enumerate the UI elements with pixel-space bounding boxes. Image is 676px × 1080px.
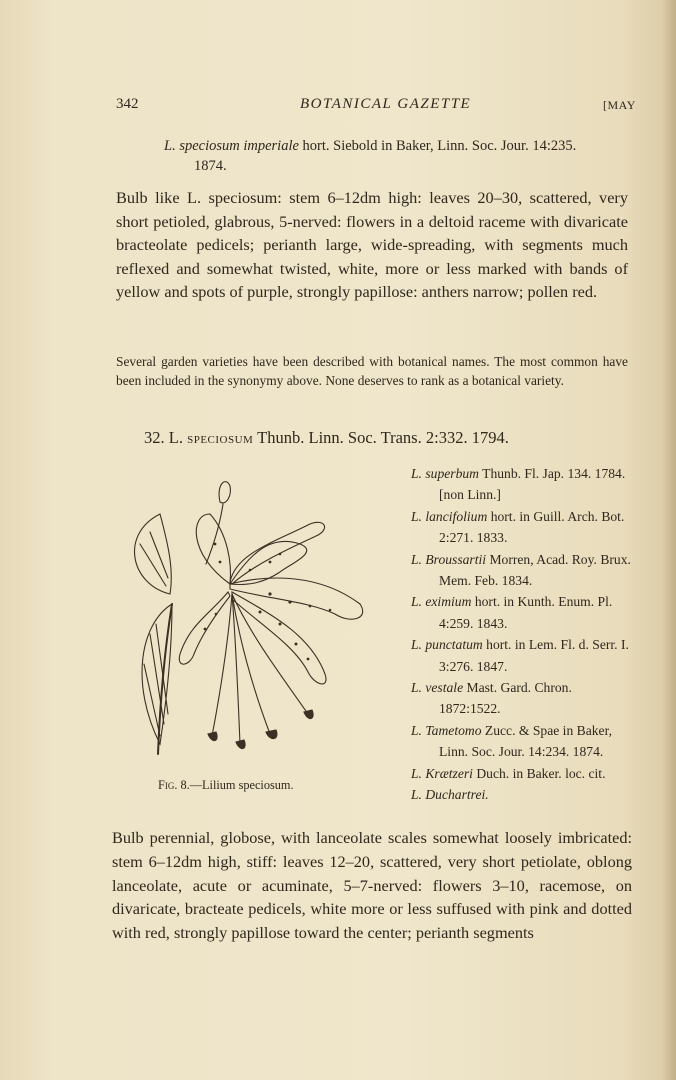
synonym-entry-name: L. Tametomo <box>411 722 482 738</box>
synonym-entry <box>411 549 636 592</box>
synonym-citation: hort. Siebold in Baker, Linn. Soc. Jour. 14:235. <box>302 138 577 154</box>
synonym-entry-name: L. Broussartii <box>411 551 487 567</box>
synonym-entry-citation: Zucc. & Spae in Baker, Linn. Soc. Jour. 14:234. 1874. <box>439 722 612 760</box>
species-heading <box>144 428 644 448</box>
figure-caption <box>158 778 294 793</box>
synonym-entry-citation: hort. in Guill. Arch. Bot. 2:271. 1833. <box>439 508 625 546</box>
synonym-entry-citation: Thunb. Fl. Jap. 134. 1784. [non Linn.] <box>439 466 626 503</box>
journal-title: BOTANICAL GAZETTE <box>300 96 472 112</box>
synonym-entry-citation: Duch. in Baker. loc. cit. <box>476 765 606 781</box>
synonym-entry <box>411 591 636 634</box>
synonym-imperiale <box>164 136 644 176</box>
species-number: 32. <box>144 428 165 447</box>
synonym-entry-citation: Mast. Gard. Chron. 1872:1522. <box>439 680 572 717</box>
synonym-entry <box>411 463 636 506</box>
lilium-illustration <box>120 474 380 774</box>
description-paragraph-1: Bulb like L. speciosum: stem 6–12dm high: leaves 20–30, scattered, very short petioled, glabrous, 5-nerved: flowers in a deltoid raceme with divaricate bracteolate pedicels; perianth large, wide-spreading, with segments much reflexed and somewhat twisted, white, more or less marked with bands of yellow and spots of purple, strongly papillose: anthers narrow; pollen red. <box>116 188 628 302</box>
species-name: speciosum <box>187 431 254 447</box>
synonym-entry-name: L. Krætzeri <box>411 765 473 781</box>
caption-text: —Lilium speciosum. <box>189 778 294 792</box>
synonym-entry-citation: hort. in Kunth. Enum. Pl. 4:259. 1843. <box>439 594 613 631</box>
synonym-entry <box>411 634 636 677</box>
note-paragraph: Several garden varieties have been described with botanical names. The most common have been included in the synonymy above. None deserves to rank as a botanical variety. <box>116 354 628 388</box>
synonym-entry-citation: hort. in Lem. Fl. d. Serr. I. 3:276. 1847. <box>439 637 629 674</box>
issue-month: [MAY <box>603 98 636 112</box>
synonym-entry <box>411 763 636 784</box>
synonym-entry <box>411 720 636 763</box>
species-genus: L. <box>168 428 183 447</box>
synonym-entry <box>411 784 636 805</box>
synonym-year: 1874. <box>194 158 227 174</box>
species-authority: Thunb. Linn. Soc. Trans. 2:332. 1794. <box>257 428 509 447</box>
synonym-entry-name: L. vestale <box>411 680 464 696</box>
caption-prefix: Fig. 8. <box>158 778 190 792</box>
synonym-entry-name: L. eximium <box>411 594 472 610</box>
running-header <box>0 96 676 120</box>
synonym-entry <box>411 506 636 549</box>
page-number: 342 <box>116 96 139 112</box>
synonym-entry-name: L. punctatum <box>411 637 483 653</box>
synonym-list <box>411 463 636 806</box>
synonym-name: L. speciosum imperiale <box>164 138 299 154</box>
lily-engraving <box>120 474 380 774</box>
synonym-entry-name: L. superbum <box>411 466 479 481</box>
description-paragraph-2: Bulb perennial, globose, with lanceolate scales somewhat loosely imbricated: stem 6–12dm high, stiff: leaves 12–20, scattered, very short petiolate, oblong lanceolate, acute or acuminate, 5–7-nerved: flowers 3–10, racemose, on divaricate, bracteate pedicels, white more or less suffused with pink and dotted with red, strongly papillose toward the center; perianth segments <box>112 828 632 943</box>
synonym-entry-citation: Morren, Acad. Roy. Brux. Mem. Feb. 1834. <box>439 551 631 589</box>
synonym-entry <box>411 677 636 720</box>
synonym-entry-name: L. lancifolium <box>411 508 488 524</box>
synonym-entry-name: L. Duchartrei. <box>411 787 489 803</box>
